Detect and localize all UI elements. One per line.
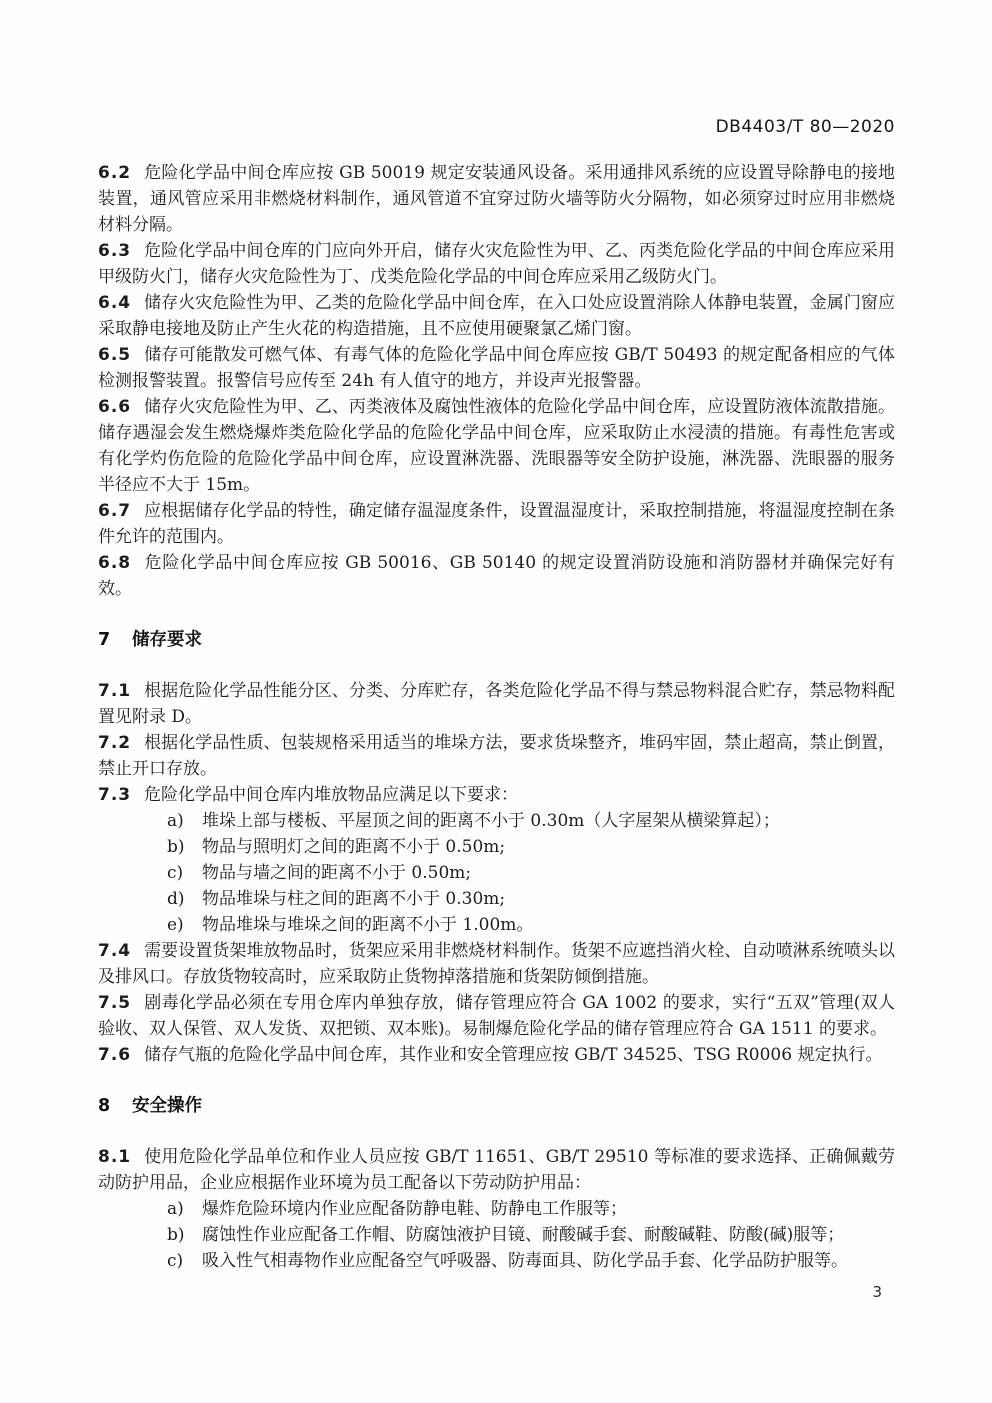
clause-number: 6.7 xyxy=(98,501,132,521)
list-text: 物品堆垛与堆垛之间的距离不小于 1.00m。 xyxy=(202,915,534,935)
clause-number: 7.3 xyxy=(98,785,132,805)
list-text: 物品与照明灯之间的距离不小于 0.50m; xyxy=(202,837,506,857)
list-letter: e) xyxy=(167,915,184,935)
clause-6-4 xyxy=(98,290,895,342)
clause-number: 6.6 xyxy=(98,397,132,417)
clause-text: 储存可能散发可燃气体、有毒气体的危险化学品中间仓库应按 GB/T 50493 的规定配备相应的气体检测报警装置。报警信号应传至 24h 有人值守的地方，并设声光报警器。 xyxy=(98,345,895,391)
clause-number: 7.1 xyxy=(98,681,132,701)
clause-text: 危险化学品中间仓库应按 GB 50019 规定安装通风设备。采用通排风系统的应设置导除静电的接地装置，通风管应采用非燃烧材料制作，通风管道不宜穿过防火墙等防火分隔物，如必须穿过时应用非燃烧材料分隔。 xyxy=(98,163,895,235)
clause-number: 7.4 xyxy=(98,941,132,961)
clause-text: 储存火灾危险性为甲、乙类的危险化学品中间仓库，在入口处应设置消除人体静电装置，金属门窗应采取静电接地及防止产生火花的构造措施，且不应使用硬聚氯乙烯门窗。 xyxy=(98,293,895,339)
clause-number: 7.6 xyxy=(98,1045,132,1065)
clause-8-1 xyxy=(98,1144,895,1196)
list-item-8-1-a xyxy=(98,1196,895,1222)
clause-6-7 xyxy=(98,498,895,550)
clause-7-1 xyxy=(98,678,895,730)
section-title: 储存要求 xyxy=(132,630,202,650)
clause-number: 6.4 xyxy=(98,293,132,313)
list-item-7-3-b xyxy=(98,834,895,860)
clause-number: 6.5 xyxy=(98,345,132,365)
clause-text: 危险化学品中间仓库内堆放物品应满足以下要求： xyxy=(144,785,518,805)
list-item-7-3-e xyxy=(98,912,895,938)
list-item-7-3-c xyxy=(98,860,895,886)
clause-text: 应根据储存化学品的特性，确定储存温湿度条件，设置温湿度计，采取控制措施，将温湿度控制在条件允许的范围内。 xyxy=(98,501,895,547)
clause-text: 危险化学品中间仓库的门应向外开启，储存火灾危险性为甲、乙、丙类危险化学品的中间仓库应采用甲级防火门，储存火灾危险性为丁、戊类危险化学品的中间仓库应采用乙级防火门。 xyxy=(98,241,895,287)
list-letter: a) xyxy=(167,811,184,831)
clause-6-2 xyxy=(98,160,895,238)
clause-6-6 xyxy=(98,394,895,498)
section-6-body xyxy=(98,160,895,602)
clause-number: 6.2 xyxy=(98,163,132,183)
clause-text: 根据化学品性质、包装规格采用适当的堆垛方法，要求货垛整齐，堆码牢固，禁止超高，禁止倒置，禁止开口存放。 xyxy=(98,733,895,779)
section-number: 8 xyxy=(98,1096,111,1116)
clause-7-6 xyxy=(98,1042,895,1068)
clause-text: 剧毒化学品必须在专用仓库内单独存放，储存管理应符合 GA 1002 的要求，实行“五双”管理(双人验收、双人保管、双人发货、双把锁、双本账)。易制爆危险化学品的储存管理应符合 GA 1511 的要求。 xyxy=(98,993,895,1039)
section-heading-8 xyxy=(98,1093,895,1119)
clause-number: 7.2 xyxy=(98,733,132,753)
list-text: 物品与墙之间的距离不小于 0.50m; xyxy=(202,863,472,883)
page-header xyxy=(98,116,895,138)
clause-number: 6.8 xyxy=(98,553,132,573)
clause-text: 储存气瓶的危险化学品中间仓库，其作业和安全管理应按 GB/T 34525、TSG R0006 规定执行。 xyxy=(144,1045,883,1065)
list-letter: d) xyxy=(167,889,185,909)
clause-text: 根据危险化学品性能分区、分类、分库贮存，各类危险化学品不得与禁忌物料混合贮存，禁忌物料配置见附录 D。 xyxy=(98,681,895,727)
clause-text: 储存火灾危险性为甲、乙、丙类液体及腐蚀性液体的危险化学品中间仓库，应设置防液体流散措施。储存遇湿会发生燃烧爆炸类危险化学品的危险化学品中间仓库，应采取防止水浸渍的措施。有毒性危害或有化学灼伤危险的危险化学品中间仓库，应设置淋洗器、洗眼器等安全防护设施，淋洗器、洗眼器的服务半径应不大于 15m。 xyxy=(98,397,895,495)
clause-6-3 xyxy=(98,238,895,290)
section-title: 安全操作 xyxy=(132,1096,202,1116)
page-content xyxy=(98,0,895,1274)
clause-7-2 xyxy=(98,730,895,782)
clause-text: 危险化学品中间仓库应按 GB 50016、GB 50140 的规定设置消防设施和消防器材并确保完好有效。 xyxy=(98,553,895,599)
list-letter: b) xyxy=(167,1225,185,1245)
list-text: 物品堆垛与柱之间的距离不小于 0.30m; xyxy=(202,889,506,909)
list-item-7-3-d xyxy=(98,886,895,912)
clause-number: 6.3 xyxy=(98,241,132,261)
list-item-8-1-b xyxy=(98,1222,895,1248)
clause-number: 7.5 xyxy=(98,993,132,1013)
list-text: 吸入性气相毒物作业应配备空气呼吸器、防毒面具、防化学品手套、化学品防护服等。 xyxy=(202,1251,848,1271)
page-number: 3 xyxy=(872,1283,882,1301)
list-item-7-3-a xyxy=(98,808,895,834)
list-text: 堆垛上部与楼板、平屋顶之间的距离不小于 0.30m（人字屋架从横梁算起）； xyxy=(202,811,780,831)
doc-code: DB4403/T 80—2020 xyxy=(715,117,895,137)
list-letter: c) xyxy=(167,863,184,883)
clause-text: 使用危险化学品单位和作业人员应按 GB/T 11651、GB/T 29510 等标准的要求选择、正确佩戴劳动防护用品，企业应根据作业环境为员工配备以下劳动防护用品： xyxy=(98,1147,895,1193)
clause-6-5 xyxy=(98,342,895,394)
list-text: 腐蚀性作业应配备工作帽、防腐蚀液护目镜、耐酸碱手套、耐酸碱鞋、防酸(碱)服等； xyxy=(202,1225,845,1245)
section-number: 7 xyxy=(98,630,111,650)
list-text: 爆炸危险环境内作业应配备防静电鞋、防静电工作服等； xyxy=(202,1199,627,1219)
list-letter: c) xyxy=(167,1251,184,1271)
list-letter: b) xyxy=(167,837,185,857)
clause-number: 8.1 xyxy=(98,1147,132,1167)
section-8-body xyxy=(98,1144,895,1274)
list-letter: a) xyxy=(167,1199,184,1219)
list-item-8-1-c xyxy=(98,1248,895,1274)
clause-text: 需要设置货架堆放物品时，货架应采用非燃烧材料制作。货架不应遮挡消火栓、自动喷淋系统喷头以及排风口。存放货物较高时，应采取防止货物掉落措施和货架防倾倒措施。 xyxy=(98,941,895,987)
clause-7-3 xyxy=(98,782,895,808)
clause-6-8 xyxy=(98,550,895,602)
clause-7-4 xyxy=(98,938,895,990)
section-7-body xyxy=(98,678,895,1068)
clause-7-5 xyxy=(98,990,895,1042)
section-heading-7 xyxy=(98,627,895,653)
